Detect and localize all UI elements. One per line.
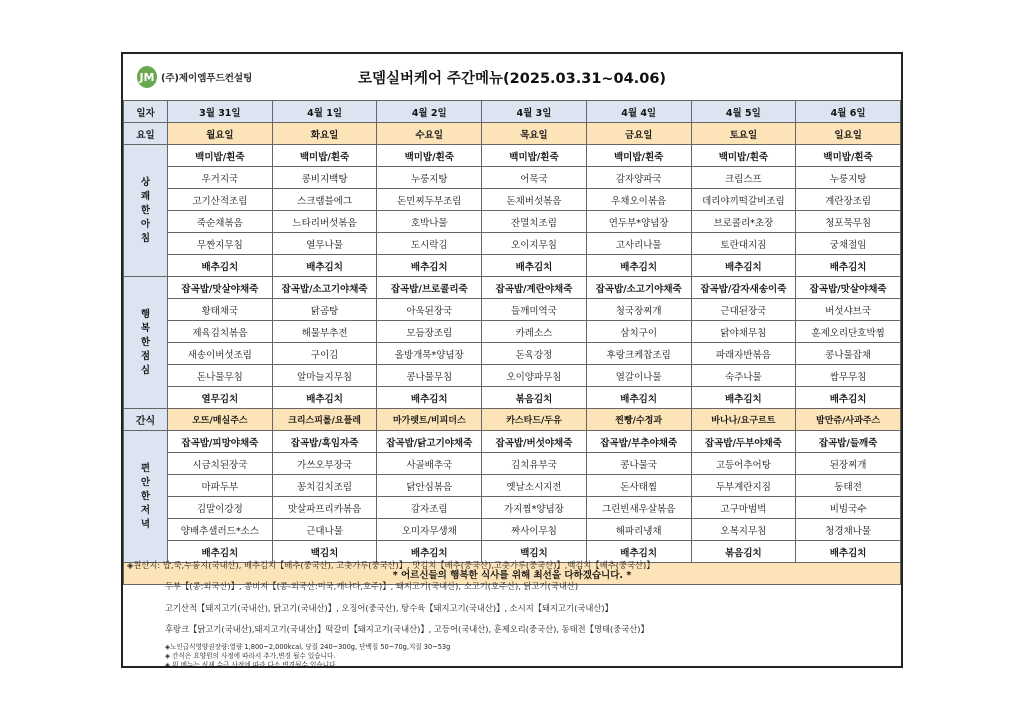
dinner-item: 동태전 bbox=[796, 475, 901, 497]
breakfast-label-char: 한 bbox=[140, 204, 151, 216]
lunch-label-char: 행 bbox=[140, 308, 151, 320]
breakfast-item: 도시락김 bbox=[377, 233, 482, 255]
weekly-menu-table bbox=[123, 100, 901, 585]
lunch-item: 알마늘지무침 bbox=[272, 365, 377, 387]
breakfast-label bbox=[124, 145, 168, 277]
breakfast-item: 누룽지탕 bbox=[377, 167, 482, 189]
date-row bbox=[124, 101, 901, 123]
breakfast-item: 배추김치 bbox=[377, 255, 482, 277]
sheet-header bbox=[123, 54, 901, 101]
breakfast-item: 열무나물 bbox=[272, 233, 377, 255]
lunch-item: 닭곰탕 bbox=[272, 299, 377, 321]
lunch-item: 청국장찌개 bbox=[586, 299, 691, 321]
breakfast-item: 백미밥/흰죽 bbox=[272, 145, 377, 167]
lunch-item: 닭야채무침 bbox=[691, 321, 796, 343]
lunch-item: 훈제오리단호박찜 bbox=[796, 321, 901, 343]
dinner-item: 배추김치 bbox=[796, 541, 901, 563]
dinner-label-char: 녁 bbox=[140, 518, 151, 530]
lunch-item: 들깨미역국 bbox=[482, 299, 587, 321]
day-cell: 수요일 bbox=[377, 123, 482, 145]
lunch-item: 잡곡밥/소고기야채죽 bbox=[272, 277, 377, 299]
breakfast-item: 배추김치 bbox=[796, 255, 901, 277]
dinner-label-char: 한 bbox=[140, 490, 151, 502]
breakfast-label-char: 침 bbox=[140, 232, 151, 244]
dinner-item: 시금치된장국 bbox=[168, 453, 273, 475]
date-cell: 4월 4일 bbox=[586, 101, 691, 123]
lunch-item: 후랑크케찹조림 bbox=[586, 343, 691, 365]
lunch-row bbox=[124, 321, 901, 343]
dinner-item: 잡곡밥/두부야채죽 bbox=[691, 431, 796, 453]
dinner-item: 돈사태찜 bbox=[586, 475, 691, 497]
dinner-item: 배추김치 bbox=[586, 541, 691, 563]
dinner-item: 잡곡밥/버섯야채죽 bbox=[482, 431, 587, 453]
dinner-item: 배추김치 bbox=[168, 541, 273, 563]
lunch-item: 콩나물잡채 bbox=[796, 343, 901, 365]
lunch-label-char: 점 bbox=[140, 350, 151, 362]
origin-note-3: 고기산적【돼지고기(국내산), 닭고기(국내산)】, 오징어(중국산), 탕수육【돼지고기(국내산)】, 소시지【돼지고기(국내산)】 bbox=[165, 603, 613, 613]
lunch-item: 돈육강정 bbox=[482, 343, 587, 365]
dinner-item: 오복지무침 bbox=[691, 519, 796, 541]
lunch-item: 잡곡밥/계란야채죽 bbox=[482, 277, 587, 299]
breakfast-item: 계란장조림 bbox=[796, 189, 901, 211]
dinner-item: 해파리냉채 bbox=[586, 519, 691, 541]
lunch-row bbox=[124, 365, 901, 387]
dinner-item: 잡곡밥/흑임자죽 bbox=[272, 431, 377, 453]
dinner-item: 볶음김치 bbox=[691, 541, 796, 563]
dinner-item: 사골배추국 bbox=[377, 453, 482, 475]
day-label: 요일 bbox=[124, 123, 168, 145]
lunch-item: 잡곡밥/소고기야채죽 bbox=[586, 277, 691, 299]
breakfast-item: 백미밥/흰죽 bbox=[482, 145, 587, 167]
breakfast-item: 고사리나물 bbox=[586, 233, 691, 255]
breakfast-item: 감자양파국 bbox=[586, 167, 691, 189]
dinner-item: 두부계란지짐 bbox=[691, 475, 796, 497]
breakfast-item: 연두부*양념장 bbox=[586, 211, 691, 233]
breakfast-item: 누룽지탕 bbox=[796, 167, 901, 189]
lunch-item: 모듬장조림 bbox=[377, 321, 482, 343]
lunch-item: 새송이버섯조림 bbox=[168, 343, 273, 365]
dinner-item: 짜사이무침 bbox=[482, 519, 587, 541]
dinner-item: 김말이강정 bbox=[168, 497, 273, 519]
nutrition-note: ◈노인급식영양권장량:열량 1,800~2,000kcal, 당질 240~300g, 단백질 50~70g,지질 30~53g bbox=[165, 643, 451, 651]
breakfast-item: 배추김치 bbox=[272, 255, 377, 277]
breakfast-item: 우거지국 bbox=[168, 167, 273, 189]
snack-change-note: ◈ 간식은 요양원의 사정에 따라서 추가,변경 될수 있습니다. bbox=[165, 652, 336, 660]
snack-item: 카스타드/두유 bbox=[482, 409, 587, 431]
breakfast-item: 돈민찌두부조림 bbox=[377, 189, 482, 211]
lunch-item: 카레소스 bbox=[482, 321, 587, 343]
dinner-item: 오미자무생채 bbox=[377, 519, 482, 541]
dinner-item: 콩나물국 bbox=[586, 453, 691, 475]
breakfast-item: 브로콜리*초장 bbox=[691, 211, 796, 233]
lunch-item: 쌈무무침 bbox=[796, 365, 901, 387]
dinner-item: 감자조림 bbox=[377, 497, 482, 519]
menu-change-note: ◈ 위 메뉴는 식재 수급 사정에 따라 다소 변경될수 있습니다. bbox=[165, 661, 338, 669]
breakfast-item: 스크램블에그 bbox=[272, 189, 377, 211]
dinner-item: 된장찌개 bbox=[796, 453, 901, 475]
dinner-row bbox=[124, 431, 901, 453]
dinner-item: 김치유부국 bbox=[482, 453, 587, 475]
snack-row bbox=[124, 409, 901, 431]
menu-sheet bbox=[121, 52, 903, 668]
breakfast-item: 데리야끼떡갈비조림 bbox=[691, 189, 796, 211]
dinner-item: 고구마범벅 bbox=[691, 497, 796, 519]
snack-item: 밤만쥬/사과주스 bbox=[796, 409, 901, 431]
breakfast-item: 백미밥/흰죽 bbox=[586, 145, 691, 167]
dinner-item: 가지찜*양념장 bbox=[482, 497, 587, 519]
breakfast-row bbox=[124, 211, 901, 233]
dinner-item: 마파두부 bbox=[168, 475, 273, 497]
dinner-item: 맛살파프리카볶음 bbox=[272, 497, 377, 519]
dinner-item: 옛날소시지전 bbox=[482, 475, 587, 497]
breakfast-row bbox=[124, 255, 901, 277]
breakfast-item: 궁채절임 bbox=[796, 233, 901, 255]
lunch-item: 잡곡밥/맛살야채죽 bbox=[796, 277, 901, 299]
snack-item: 마가렛트/비피더스 bbox=[377, 409, 482, 431]
snack-label: 간식 bbox=[124, 409, 168, 431]
lunch-item: 파래자반볶음 bbox=[691, 343, 796, 365]
dinner-item: 백김치 bbox=[482, 541, 587, 563]
page-title: 로뎀실버케어 주간메뉴(2025.03.31~04.06) bbox=[357, 71, 667, 87]
lunch-row bbox=[124, 387, 901, 409]
lunch-row bbox=[124, 343, 901, 365]
day-row bbox=[124, 123, 901, 145]
day-cell: 금요일 bbox=[586, 123, 691, 145]
breakfast-item: 배추김치 bbox=[482, 255, 587, 277]
dinner-item: 근대나물 bbox=[272, 519, 377, 541]
lunch-label-char: 한 bbox=[140, 336, 151, 348]
dinner-item: 비빔국수 bbox=[796, 497, 901, 519]
dinner-label-char: 저 bbox=[140, 504, 151, 516]
day-cell: 일요일 bbox=[796, 123, 901, 145]
lunch-item: 삼치구이 bbox=[586, 321, 691, 343]
date-label: 일자 bbox=[124, 101, 168, 123]
lunch-item: 잡곡밥/맛살야채죽 bbox=[168, 277, 273, 299]
snack-item: 바나나/요구르트 bbox=[691, 409, 796, 431]
breakfast-item: 오이지무침 bbox=[482, 233, 587, 255]
lunch-item: 배추김치 bbox=[272, 387, 377, 409]
lunch-item: 잡곡밥/브로콜리죽 bbox=[377, 277, 482, 299]
breakfast-item: 백미밥/흰죽 bbox=[168, 145, 273, 167]
lunch-item: 열무김치 bbox=[168, 387, 273, 409]
lunch-item: 콩나물무침 bbox=[377, 365, 482, 387]
day-cell: 월요일 bbox=[168, 123, 273, 145]
dinner-item: 고등어추어탕 bbox=[691, 453, 796, 475]
breakfast-item: 콩비지백탕 bbox=[272, 167, 377, 189]
breakfast-label-char: 쾌 bbox=[140, 190, 151, 202]
day-cell: 토요일 bbox=[691, 123, 796, 145]
lunch-item: 아욱된장국 bbox=[377, 299, 482, 321]
breakfast-item: 잔멸치조림 bbox=[482, 211, 587, 233]
lunch-item: 올방개묵*양념장 bbox=[377, 343, 482, 365]
dinner-item: 잡곡밥/부추야채죽 bbox=[586, 431, 691, 453]
breakfast-item: 고기산적조림 bbox=[168, 189, 273, 211]
breakfast-item: 배추김치 bbox=[691, 255, 796, 277]
lunch-item: 배추김치 bbox=[377, 387, 482, 409]
breakfast-item: 우채오이볶음 bbox=[586, 189, 691, 211]
dinner-row bbox=[124, 497, 901, 519]
lunch-item: 배추김치 bbox=[796, 387, 901, 409]
lunch-item: 황태채국 bbox=[168, 299, 273, 321]
breakfast-row bbox=[124, 167, 901, 189]
date-cell: 4월 1일 bbox=[272, 101, 377, 123]
lunch-item: 배추김치 bbox=[691, 387, 796, 409]
origin-note-4: 후랑크【닭고기(국내산),돼지고기(국내산)】떡갈비【돼지고기(국내산)】, 고등어(국내산), 훈제오리(중국산), 동태전【명태(중국산)】 bbox=[165, 624, 649, 634]
breakfast-item: 청포묵무침 bbox=[796, 211, 901, 233]
snack-item: 크리스피롤/요플레 bbox=[272, 409, 377, 431]
lunch-row bbox=[124, 299, 901, 321]
dinner-item: 백김치 bbox=[272, 541, 377, 563]
breakfast-item: 느타리버섯볶음 bbox=[272, 211, 377, 233]
breakfast-item: 배추김치 bbox=[586, 255, 691, 277]
dinner-item: 닭안심볶음 bbox=[377, 475, 482, 497]
lunch-row bbox=[124, 277, 901, 299]
dinner-row bbox=[124, 519, 901, 541]
breakfast-item: 토란대지짐 bbox=[691, 233, 796, 255]
lunch-item: 숙주나물 bbox=[691, 365, 796, 387]
breakfast-row bbox=[124, 145, 901, 167]
breakfast-item: 돈채버섯볶음 bbox=[482, 189, 587, 211]
company-name: (주)제이엠푸드컨설팅 bbox=[161, 73, 253, 84]
origin-note-2: 두부【(콩:외국산)】, 콩비지【(콩-외국산:미국,캐나다,호주)】, 돼지고기(국내산), 소고기(호주산), 닭고기(국내산) bbox=[165, 581, 579, 591]
date-cell: 4월 3일 bbox=[482, 101, 587, 123]
origin-note-1: ◈원산지: 밥,죽,누룽지(국내산), 배추김치【배추(중국산), 고춧가루(중국산)】, 맛김치【배추(중국산),고춧가루(중국산)】,백김치【배추(중국산)】 bbox=[127, 560, 655, 570]
dinner-item: 가쓰오부장국 bbox=[272, 453, 377, 475]
lunch-item: 오이양파무침 bbox=[482, 365, 587, 387]
breakfast-item: 백미밥/흰죽 bbox=[377, 145, 482, 167]
dinner-item: 잡곡밥/닭고기야채죽 bbox=[377, 431, 482, 453]
dinner-label-char: 편 bbox=[140, 462, 151, 474]
dinner-row bbox=[124, 475, 901, 497]
lunch-item: 구이김 bbox=[272, 343, 377, 365]
dinner-item: 그린빈새우살볶음 bbox=[586, 497, 691, 519]
lunch-item: 버섯샤브국 bbox=[796, 299, 901, 321]
lunch-item: 배추김치 bbox=[586, 387, 691, 409]
breakfast-item: 무짠지무침 bbox=[168, 233, 273, 255]
breakfast-item: 백미밥/흰죽 bbox=[691, 145, 796, 167]
lunch-item: 열갈이나물 bbox=[586, 365, 691, 387]
lunch-item: 잡곡밥/감자새송이죽 bbox=[691, 277, 796, 299]
dinner-label-char: 안 bbox=[140, 476, 151, 488]
lunch-label-char: 심 bbox=[140, 364, 151, 376]
breakfast-item: 죽순채볶음 bbox=[168, 211, 273, 233]
dinner-label bbox=[124, 431, 168, 563]
breakfast-item: 배추김치 bbox=[168, 255, 273, 277]
lunch-label-char: 복 bbox=[140, 322, 151, 334]
lunch-item: 제육김치볶음 bbox=[168, 321, 273, 343]
breakfast-label-char: 상 bbox=[140, 176, 151, 188]
dinner-item: 양배추샐러드*소스 bbox=[168, 519, 273, 541]
day-cell: 목요일 bbox=[482, 123, 587, 145]
date-cell: 3월 31일 bbox=[168, 101, 273, 123]
day-cell: 화요일 bbox=[272, 123, 377, 145]
dinner-item: 배추김치 bbox=[377, 541, 482, 563]
banner-message: * 어르신들의 행복한 식사를 위해 최선을 다하겠습니다. * bbox=[124, 563, 901, 585]
lunch-label bbox=[124, 277, 168, 409]
breakfast-label-char: 아 bbox=[140, 218, 151, 230]
lunch-item: 돈나물무침 bbox=[168, 365, 273, 387]
snack-item: 찐빵/수정과 bbox=[586, 409, 691, 431]
lunch-item: 근대된장국 bbox=[691, 299, 796, 321]
dinner-item: 잡곡밥/들깨죽 bbox=[796, 431, 901, 453]
dinner-item: 청경채나물 bbox=[796, 519, 901, 541]
breakfast-row bbox=[124, 189, 901, 211]
lunch-item: 볶음김치 bbox=[482, 387, 587, 409]
company-logo-icon: JM bbox=[137, 66, 157, 88]
date-cell: 4월 2일 bbox=[377, 101, 482, 123]
breakfast-item: 백미밥/흰죽 bbox=[796, 145, 901, 167]
dinner-item: 잡곡밥/피망야채죽 bbox=[168, 431, 273, 453]
dinner-item: 꽁치김치조림 bbox=[272, 475, 377, 497]
date-cell: 4월 6일 bbox=[796, 101, 901, 123]
breakfast-item: 어묵국 bbox=[482, 167, 587, 189]
breakfast-row bbox=[124, 233, 901, 255]
date-cell: 4월 5일 bbox=[691, 101, 796, 123]
breakfast-item: 호박나물 bbox=[377, 211, 482, 233]
dinner-row bbox=[124, 453, 901, 475]
breakfast-item: 크림스프 bbox=[691, 167, 796, 189]
snack-item: 오뜨/매실주스 bbox=[168, 409, 273, 431]
lunch-item: 해물부추전 bbox=[272, 321, 377, 343]
